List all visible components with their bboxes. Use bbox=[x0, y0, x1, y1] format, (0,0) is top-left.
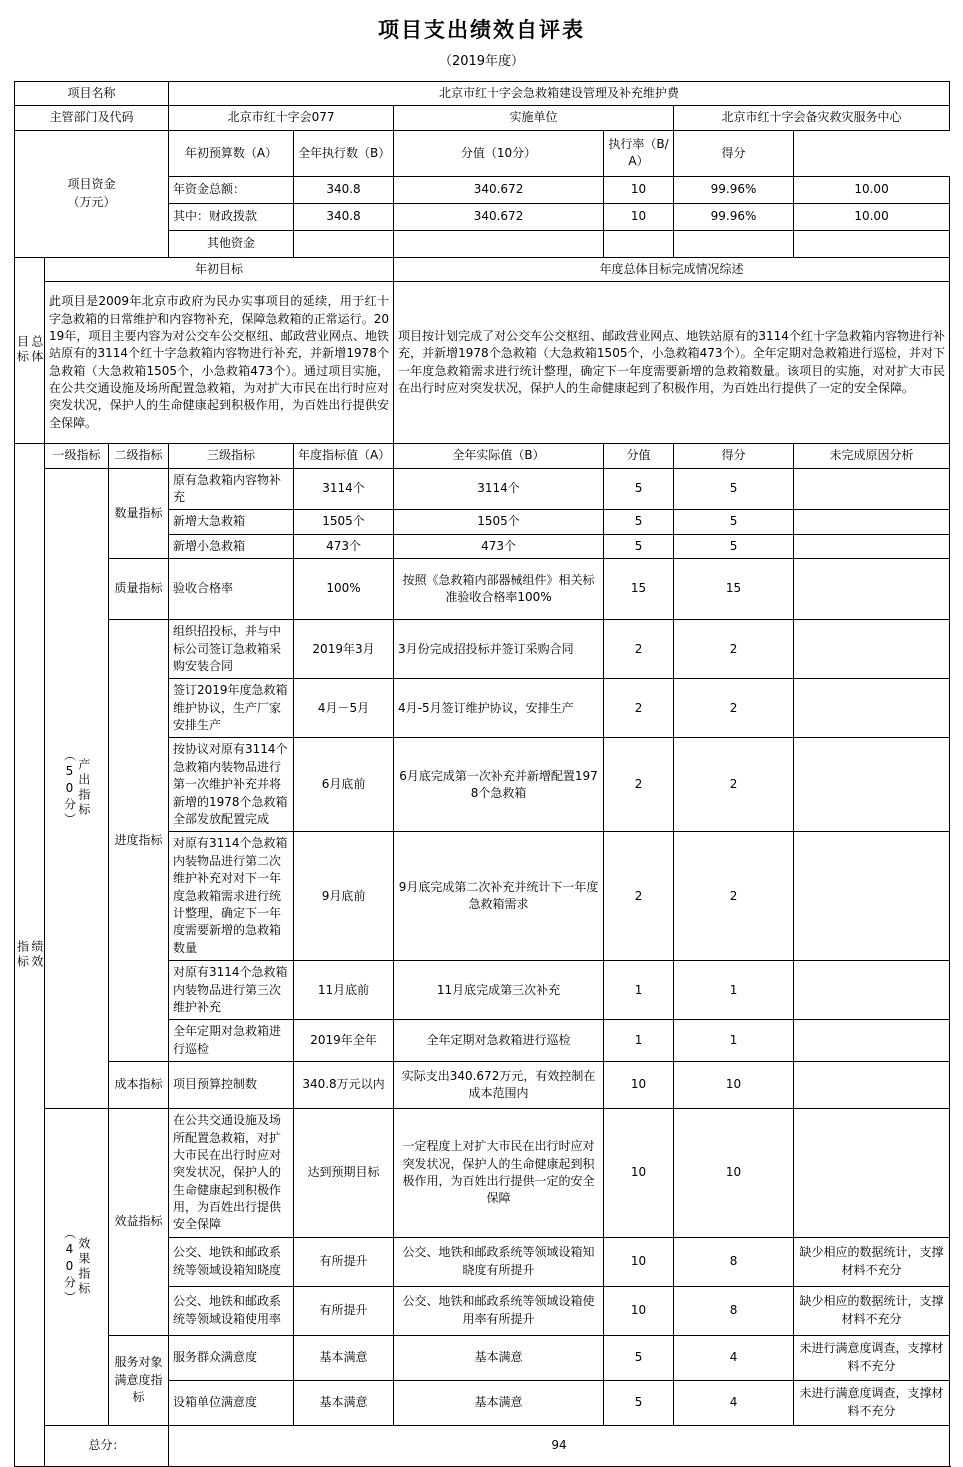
table-row bbox=[15, 468, 950, 510]
funds-row-name: 其他资金 bbox=[169, 230, 294, 257]
funds-budget-value: 340.8 bbox=[294, 203, 394, 230]
table-row-project-name bbox=[15, 82, 950, 106]
indicator-actual: 3114个 bbox=[394, 468, 604, 510]
indicator-score-max: 15 bbox=[604, 559, 674, 620]
overall-label-line2: 目标 bbox=[15, 335, 30, 366]
indicator-actual: 基本满意 bbox=[394, 1335, 604, 1380]
group-output-line2: （50分） bbox=[62, 748, 77, 828]
funds-budget-value bbox=[294, 230, 394, 257]
funds-exec-value: 340.672 bbox=[394, 176, 604, 203]
indicator-target: 473个 bbox=[294, 534, 394, 558]
indicator-score: 10 bbox=[674, 1062, 794, 1109]
subgroup-quantity: 数量指标 bbox=[109, 468, 169, 559]
table-row-overall-header bbox=[15, 257, 950, 281]
group-output-label bbox=[45, 468, 109, 1109]
col-header-score: 得分 bbox=[674, 444, 794, 468]
col-header-level3: 三级指标 bbox=[169, 444, 294, 468]
project-name-label: 项目名称 bbox=[15, 82, 169, 106]
indicator-target: 3114个 bbox=[294, 468, 394, 510]
indicator-reason bbox=[794, 468, 950, 510]
indicator-actual: 6月底完成第一次补充并新增配置1978个急救箱 bbox=[394, 738, 604, 832]
indicator-actual: 基本满意 bbox=[394, 1380, 604, 1425]
funds-col-rate: 执行率（B/A） bbox=[604, 130, 674, 176]
table-row bbox=[15, 559, 950, 620]
subgroup-cost: 成本指标 bbox=[109, 1062, 169, 1109]
indicator-level3: 对原有3114个急救箱内装物品进行第三次维护补充 bbox=[169, 961, 294, 1020]
indicator-reason: 未进行满意度调查，支撑材料不充分 bbox=[794, 1335, 950, 1380]
indicator-score-max: 5 bbox=[604, 468, 674, 510]
indicator-score-max: 2 bbox=[604, 620, 674, 679]
implementing-unit-value: 北京市红十字会备灾救灾服务中心 bbox=[674, 106, 950, 130]
indicator-score: 1 bbox=[674, 961, 794, 1020]
indicator-reason bbox=[794, 738, 950, 832]
funds-budget-value: 340.8 bbox=[294, 176, 394, 203]
indicator-level3: 对原有3114个急救箱内装物品进行第二次维护补充对对下一年度急救箱需求进行统计整理，确定下一年度需要新增的急救箱数量 bbox=[169, 832, 294, 961]
indicator-actual: 4月-5月签订维护协议，安排生产 bbox=[394, 679, 604, 738]
indicator-score: 2 bbox=[674, 832, 794, 961]
col-header-reason: 未完成原因分析 bbox=[794, 444, 950, 468]
overall-col-initial: 年初目标 bbox=[45, 257, 394, 281]
indicator-reason bbox=[794, 534, 950, 558]
indicator-level3: 设箱单位满意度 bbox=[169, 1380, 294, 1425]
indicator-level3: 服务群众满意度 bbox=[169, 1335, 294, 1380]
indicator-score-max: 10 bbox=[604, 1237, 674, 1286]
indicator-score: 5 bbox=[674, 510, 794, 534]
indicator-actual: 473个 bbox=[394, 534, 604, 558]
subgroup-satisfaction: 服务对象满意度指标 bbox=[109, 1335, 169, 1425]
indicator-score-max: 2 bbox=[604, 738, 674, 832]
indicator-target: 9月底前 bbox=[294, 832, 394, 961]
indicator-reason bbox=[794, 620, 950, 679]
indicator-score: 2 bbox=[674, 620, 794, 679]
funds-rate-value bbox=[674, 230, 794, 257]
col-header-level1: 一级指标 bbox=[45, 444, 109, 468]
funds-rate-value: 99.96% bbox=[674, 203, 794, 230]
indicator-score: 10 bbox=[674, 1109, 794, 1238]
table-row bbox=[15, 1109, 950, 1238]
indicator-reason: 缺少相应的数据统计，支撑材料不充分 bbox=[794, 1237, 950, 1286]
indicator-target: 基本满意 bbox=[294, 1335, 394, 1380]
subgroup-quality: 质量指标 bbox=[109, 559, 169, 620]
indicator-target: 4月－5月 bbox=[294, 679, 394, 738]
indicator-target: 基本满意 bbox=[294, 1380, 394, 1425]
group-output-line1: 产出指标 bbox=[76, 758, 91, 819]
indicator-reason: 未进行满意度调查，支撑材料不充分 bbox=[794, 1380, 950, 1425]
funds-score-max-value: 10 bbox=[604, 176, 674, 203]
indicator-score: 8 bbox=[674, 1237, 794, 1286]
funds-label-line1: 项目资金 bbox=[67, 177, 116, 192]
indicator-score: 4 bbox=[674, 1380, 794, 1425]
indicator-reason bbox=[794, 1109, 950, 1238]
indicator-score: 2 bbox=[674, 738, 794, 832]
table-row bbox=[15, 1062, 950, 1109]
funds-score-max-value bbox=[604, 230, 674, 257]
indicator-score-max: 2 bbox=[604, 832, 674, 961]
col-header-score-max: 分值 bbox=[604, 444, 674, 468]
funds-col-score: 得分 bbox=[674, 130, 794, 176]
subgroup-progress: 进度指标 bbox=[109, 620, 169, 1062]
col-header-actual: 全年实际值（B） bbox=[394, 444, 604, 468]
funds-exec-value: 340.672 bbox=[394, 203, 604, 230]
indicator-level3: 新增大急救箱 bbox=[169, 510, 294, 534]
table-row-total bbox=[15, 1425, 950, 1466]
funds-score-value: 10.00 bbox=[794, 203, 950, 230]
indicator-score-max: 5 bbox=[604, 1380, 674, 1425]
indicator-level3: 在公共交通设施及场所配置急救箱，对扩大市民在出行时应对突发状况，保护人的生命健康起到积极作用，为百姓出行提供安全保障 bbox=[169, 1109, 294, 1238]
project-name-value: 北京市红十字会急救箱建设管理及补充维护费 bbox=[169, 82, 950, 106]
implementing-unit-label: 实施单位 bbox=[394, 106, 674, 130]
funds-score-value bbox=[794, 230, 950, 257]
funds-row-label bbox=[15, 130, 169, 257]
indicator-score: 4 bbox=[674, 1335, 794, 1380]
overall-initial-text: 此项目是2009年北京市政府为民办实事项目的延续，用于红十字急救箱的日常维护和内容物补充，保障急救箱的正常运行。2019年，项目主要内容为对公交车公交枢纽、邮政营业网点、地铁站原有的3114个红十字急救箱内容物进行补充，并新增1978个急救箱（大急救箱1505个，小急救箱473个）。通过项目实施，在公共交通设施及场所配置急救箱，为对扩大市民在出行时应对突发状况，保护人的生命健康起到积极作用，为百姓出行提供安全保障。 bbox=[45, 282, 394, 444]
indicator-actual: 全年定期对急救箱进行巡检 bbox=[394, 1020, 604, 1062]
total-label: 总分： bbox=[45, 1425, 169, 1466]
indicator-reason bbox=[794, 1020, 950, 1062]
funds-score-max-value: 10 bbox=[604, 203, 674, 230]
group-effect-label bbox=[45, 1109, 109, 1426]
indicators-label-line2: 指标 bbox=[15, 940, 30, 970]
indicator-actual: 实际支出340.672万元，有效控制在成本范围内 bbox=[394, 1062, 604, 1109]
funds-score-value: 10.00 bbox=[794, 176, 950, 203]
indicator-target: 有所提升 bbox=[294, 1237, 394, 1286]
overall-completion-text: 项目按计划完成了对公交车公交枢纽、邮政营业网点、地铁站原有的3114个红十字急救箱内容物进行补充，并新增1978个急救箱（大急救箱1505个，小急救箱473个）。全年定期对急救箱进行巡检，并对下一年度急救箱需求进行统计整理，确定下一年度需要新增的急救箱数量。该项目的实施，对对扩大市民在出行时应对突发状况，保护人的生命健康起到了积极作用，为百姓出行提供了一定的安全保障。 bbox=[394, 282, 950, 444]
table-row-indicators-header bbox=[15, 444, 950, 468]
indicator-target: 100% bbox=[294, 559, 394, 620]
indicator-score: 5 bbox=[674, 468, 794, 510]
page-subtitle: （2019年度） bbox=[438, 54, 525, 69]
indicator-reason bbox=[794, 961, 950, 1020]
indicator-actual: 3月份完成招投标并签订采购合同 bbox=[394, 620, 604, 679]
indicator-level3: 公交、地铁和邮政系统等领域设箱知晓度 bbox=[169, 1237, 294, 1286]
indicator-score-max: 10 bbox=[604, 1062, 674, 1109]
col-header-level2: 二级指标 bbox=[109, 444, 169, 468]
indicator-reason bbox=[794, 559, 950, 620]
indicators-label-line1: 绩效 bbox=[29, 940, 44, 970]
overall-label-line1: 总体 bbox=[29, 335, 44, 366]
total-value: 94 bbox=[169, 1425, 950, 1466]
table-row bbox=[15, 620, 950, 679]
indicator-score-max: 1 bbox=[604, 1020, 674, 1062]
indicator-reason bbox=[794, 510, 950, 534]
indicator-score-max: 10 bbox=[604, 1109, 674, 1238]
indicator-actual: 9月底完成第二次补充并统计下一年度急救箱需求 bbox=[394, 832, 604, 961]
indicator-score: 15 bbox=[674, 559, 794, 620]
indicator-actual: 公交、地铁和邮政系统等领域设箱使用率有所提升 bbox=[394, 1286, 604, 1335]
indicator-target: 1505个 bbox=[294, 510, 394, 534]
indicator-score: 5 bbox=[674, 534, 794, 558]
group-effect-line1: 效果指标 bbox=[76, 1236, 91, 1297]
overall-col-completion: 年度总体目标完成情况综述 bbox=[394, 257, 950, 281]
indicator-level3: 公交、地铁和邮政系统等领域设箱使用率 bbox=[169, 1286, 294, 1335]
indicator-score-max: 10 bbox=[604, 1286, 674, 1335]
indicator-score-max: 5 bbox=[604, 510, 674, 534]
indicator-target: 6月底前 bbox=[294, 738, 394, 832]
col-header-target: 年度指标值（A） bbox=[294, 444, 394, 468]
indicator-score-max: 2 bbox=[604, 679, 674, 738]
department-value: 北京市红十字会077 bbox=[169, 106, 394, 130]
funds-row-name: 其中：财政拨款 bbox=[169, 203, 294, 230]
indicator-level3: 原有急救箱内容物补充 bbox=[169, 468, 294, 510]
indicator-level3: 验收合格率 bbox=[169, 559, 294, 620]
indicator-actual: 按照《急救箱内部器械组件》相关标准验收合格率100% bbox=[394, 559, 604, 620]
indicator-level3: 项目预算控制数 bbox=[169, 1062, 294, 1109]
overall-side-label bbox=[15, 257, 45, 443]
indicator-score: 1 bbox=[674, 1020, 794, 1062]
indicator-score-max: 1 bbox=[604, 961, 674, 1020]
self-evaluation-table bbox=[14, 81, 950, 1467]
indicator-score-max: 5 bbox=[604, 1335, 674, 1380]
funds-rate-value: 99.96% bbox=[674, 176, 794, 203]
indicator-score: 8 bbox=[674, 1286, 794, 1335]
table-row-overall-text bbox=[15, 282, 950, 444]
indicator-target: 11月底前 bbox=[294, 961, 394, 1020]
funds-row-name: 年资金总额： bbox=[169, 176, 294, 203]
indicator-target: 2019年全年 bbox=[294, 1020, 394, 1062]
table-row-department bbox=[15, 106, 950, 130]
page-title: 项目支出绩效自评表 bbox=[378, 18, 585, 42]
subgroup-benefit: 效益指标 bbox=[109, 1109, 169, 1336]
indicator-actual: 公交、地铁和邮政系统等领域设箱知晓度有所提升 bbox=[394, 1237, 604, 1286]
indicator-target: 达到预期目标 bbox=[294, 1109, 394, 1238]
funds-col-exec: 全年执行数（B） bbox=[294, 130, 394, 176]
indicator-reason bbox=[794, 1062, 950, 1109]
indicator-target: 340.8万元以内 bbox=[294, 1062, 394, 1109]
funds-col-budget: 年初预算数（A） bbox=[169, 130, 294, 176]
indicator-score-max: 5 bbox=[604, 534, 674, 558]
indicator-reason: 缺少相应的数据统计，支撑材料不充分 bbox=[794, 1286, 950, 1335]
table-row-funds-header bbox=[15, 130, 950, 176]
funds-col-score-max: 分值（10分） bbox=[394, 130, 604, 176]
indicator-target: 有所提升 bbox=[294, 1286, 394, 1335]
department-label: 主管部门及代码 bbox=[15, 106, 169, 130]
group-effect-line2: （40分） bbox=[62, 1227, 77, 1307]
indicator-reason bbox=[794, 832, 950, 961]
funds-exec-value bbox=[394, 230, 604, 257]
indicator-level3: 组织招投标，并与中标公司签订急救箱采购安装合同 bbox=[169, 620, 294, 679]
indicators-side-label bbox=[15, 444, 45, 1467]
indicator-actual: 一定程度上对扩大市民在出行时应对突发状况，保护人的生命健康起到积极作用，为百姓出行提供一定的安全保障 bbox=[394, 1109, 604, 1238]
indicator-level3: 全年定期对急救箱进行巡检 bbox=[169, 1020, 294, 1062]
indicator-level3: 签订2019年度急救箱维护协议，生产厂家安排生产 bbox=[169, 679, 294, 738]
funds-label-line2: （万元） bbox=[67, 194, 116, 209]
table-row bbox=[15, 1335, 950, 1380]
indicator-level3: 新增小急救箱 bbox=[169, 534, 294, 558]
indicator-target: 2019年3月 bbox=[294, 620, 394, 679]
indicator-level3: 按协议对原有3114个急救箱内装物品进行第一次维护补充并将新增的1978个急救箱全部发放配置完成 bbox=[169, 738, 294, 832]
indicator-actual: 11月底完成第三次补充 bbox=[394, 961, 604, 1020]
indicator-actual: 1505个 bbox=[394, 510, 604, 534]
indicator-reason bbox=[794, 679, 950, 738]
indicator-score: 2 bbox=[674, 679, 794, 738]
